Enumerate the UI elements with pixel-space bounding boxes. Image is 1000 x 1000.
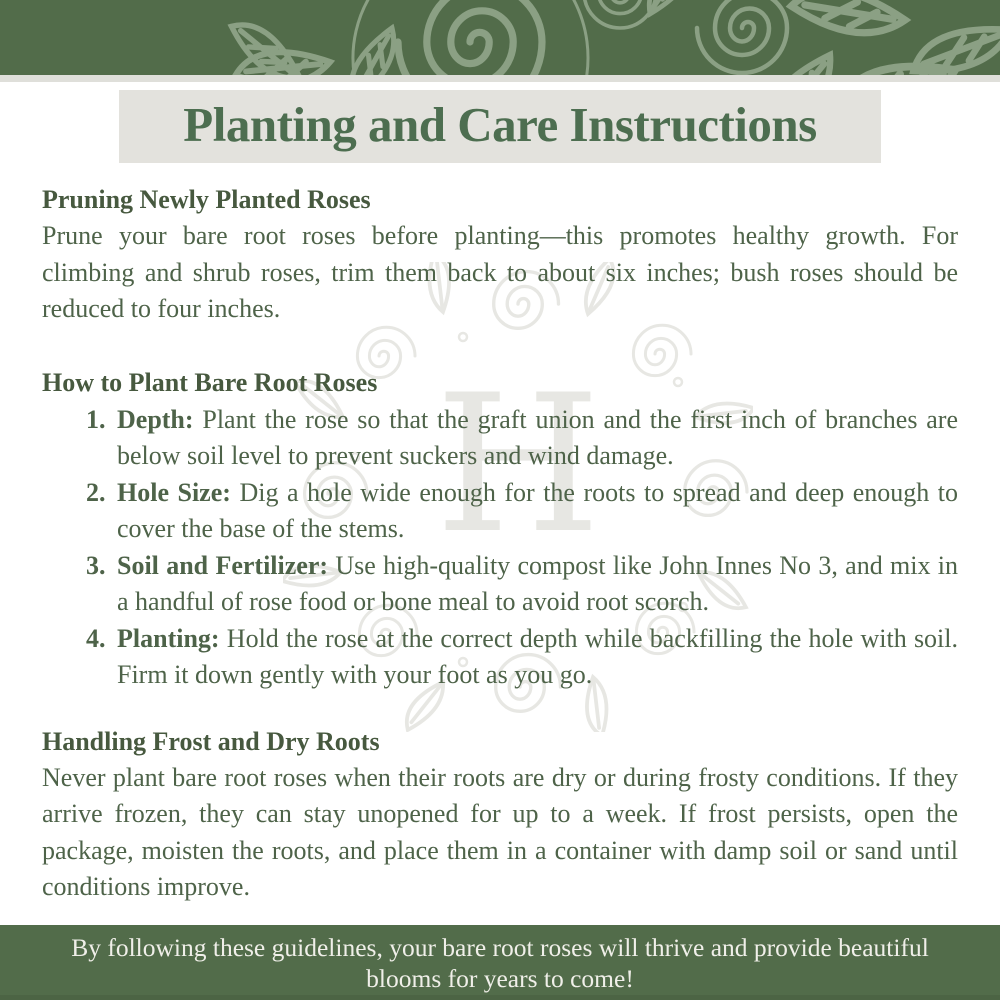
section-body-frost: Never plant bare root roses when their roots are dry or during frosty conditions. If they arrive frozen, they can stay unopened for up to a week. If frost persists, open the package, moisten the roots, and place them in a container with damp soil or sand until conditions improve.	[42, 762, 958, 901]
list-body: Use high-quality compost like John Innes No 3, and mix in a handful of rose food or bone meal to avoid root scorch.	[117, 550, 958, 616]
section-heading-how-to-plant: How to Plant Bare Root Roses	[42, 367, 378, 397]
header-banner	[0, 0, 1000, 75]
list-number: 3.	[86, 550, 106, 580]
section-heading-frost: Handling Frost and Dry Roots	[42, 726, 380, 756]
numbered-list	[42, 402, 958, 694]
list-item-text	[117, 402, 958, 475]
list-item-hole-size	[42, 475, 958, 548]
footer-text: By following these guidelines, your bare root roses will thrive and provide beautiful blooms for years to come!	[71, 933, 929, 993]
list-body: Dig a hole wide enough for the roots to spread and deep enough to cover the base of the stems.	[117, 477, 958, 543]
divider-strip	[0, 75, 1000, 82]
section-frost	[42, 724, 958, 906]
section-how-to-plant	[42, 354, 959, 694]
section-pruning	[42, 182, 958, 328]
list-item-text	[117, 621, 958, 694]
section-heading-pruning: Pruning Newly Planted Roses	[42, 185, 371, 214]
list-item-text	[117, 475, 958, 548]
list-item-text	[117, 548, 958, 621]
footer-banner	[0, 925, 1000, 1000]
rose-line-art-icon	[0, 0, 1000, 75]
list-term: Planting:	[117, 623, 220, 653]
list-term: Depth:	[117, 404, 194, 434]
section-body-pruning: Prune your bare root roses before planting—this promotes healthy growth. For climbing and shrub roses, trim them back to about six inches; bush roses should be reduced to four inches.	[42, 221, 958, 323]
list-body: Plant the rose so that the graft union and the first inch of branches are below soil level to prevent suckers and wind damage.	[117, 404, 959, 470]
list-number: 2.	[86, 477, 106, 507]
list-item-planting	[42, 621, 958, 694]
page-title: Planting and Care Instructions	[183, 97, 817, 152]
list-number: 1.	[86, 404, 106, 434]
list-item-depth	[42, 402, 958, 475]
list-term: Soil and Fertilizer:	[117, 550, 329, 580]
list-item-soil-fertilizer	[42, 548, 958, 621]
list-number: 4.	[86, 623, 106, 653]
watermark-letter: H	[435, 354, 601, 575]
list-term: Hole Size:	[117, 477, 231, 507]
content-area	[0, 82, 1000, 906]
list-body: Hold the rose at the correct depth while backfilling the hole with soil. Firm it down gently with your foot as you go.	[117, 623, 959, 689]
title-block	[119, 90, 881, 163]
